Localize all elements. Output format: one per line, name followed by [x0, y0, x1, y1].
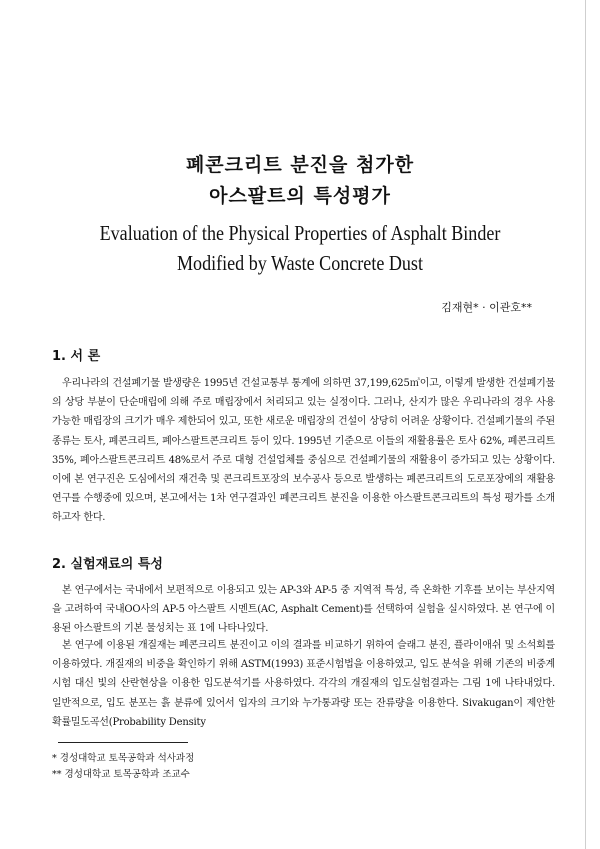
paragraph-materials-1: 본 연구에서는 국내에서 보편적으로 이용되고 있는 AP-3와 AP-5 중 지역적 특성, 즉 온화한 기후를 보이는 부산지역을 고려하여 국내OO사의 AP-5 아스팔트 시멘트(AC, Asphalt Cement)를 선택하여 실험을 실시하였다. 본 연구에 이용된 아스팔트의 기본 물성치는 표 1에 나타나있다.	[52, 585, 555, 635]
footnote-2: ** 경성대학교 토목공학과 조교수	[52, 769, 190, 780]
paragraph-materials-2: 본 연구에 이용된 개질재는 폐콘크리트 분진이고 이의 결과를 비교하기 위하여 슬래그 분진, 플라이애쉬 및 소석회를 이용하였다. 개질재의 비중을 확인하기 위해 ASTM(1993) 표준시험법을 이용하였고, 입도 분석을 위해 기존의 비중계시험 대신 빛의 산란현상을 이용한 입도분석기를 사용하였다. 각각의 개질재의 입도실험결과는 그림 1에 나타내었다. 일반적으로, 입도 분포는 흙 분류에 있어서 입자의 크기와 누가통과량 또는 잔류량을 이용한다. Sivakugan이 제안한 확률밀도곡선(Probability Density	[52, 640, 555, 728]
footnote-1: * 경성대학교 토목공학과 석사과정	[52, 753, 195, 764]
page-edge-line	[585, 0, 586, 849]
footnote-divider	[58, 742, 188, 743]
korean-title-line-2: 아스팔트의 특성평가	[209, 185, 391, 207]
english-title-line-2: Modified by Waste Concrete Dust	[176, 251, 423, 275]
paragraph-introduction: 우리나라의 건설폐기물 발생량은 1995년 건설교통부 통계에 의하면 37,199,625㎥이고, 이렇게 발생한 건설폐기물의 상당 부분이 단순매립에 의해 주로 매립장에서 처리되고 있는 실정이다. 그러나, 산지가 많은 우리나라의 경우 사용 가능한 매립장의 크기가 매우 제한되어 있고, 또한 새로운 매립장의 건설이 상당히 어려운 상황이다. 건설폐기물의 주된 종류는 토사, 폐콘크리트, 폐아스팔트콘크리트 등이 있다. 1995년 기준으로 이들의 재활용률은 토사 62%, 폐콘크리트 35%, 폐아스팔트콘크리트 48%로서 주로 대형 건설업체를 중심으로 건설폐기물의 재활용이 증가되고 있는 상황이다. 이에 본 연구진은 도심에서의 재건축 및 콘크리트포장의 보수공사 등으로 발생하는 폐콘크리트의 도로포장에의 재활용연구를 수행중에 있으며, 본고에서는 1차 연구결과인 폐콘크리트 분진을 이용한 아스팔트콘크리트의 특성 평가를 소개하고자 한다.	[52, 378, 555, 524]
korean-title-line-1: 폐콘크리트 분진을 첨가한	[185, 154, 415, 176]
section-heading-introduction: 1. 서 론	[52, 349, 101, 364]
english-title-line-1: Evaluation of the Physical Properties of Asphalt Binder	[99, 221, 501, 245]
author-line: 김재현* · 이관호**	[441, 301, 532, 314]
section-heading-materials: 2. 실험재료의 특성	[52, 557, 163, 572]
